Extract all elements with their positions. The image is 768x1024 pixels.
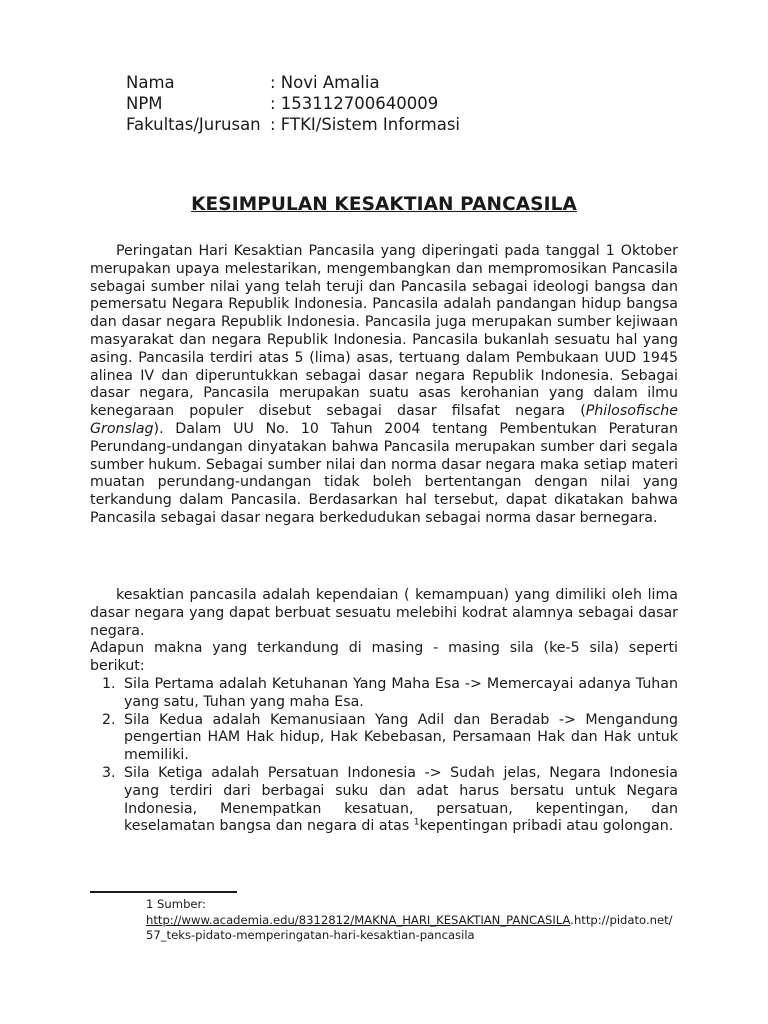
footnote-divider xyxy=(90,891,237,893)
identity-row-nama xyxy=(126,72,460,93)
list-item xyxy=(102,711,678,765)
identity-value: : 153112700640009 xyxy=(270,94,439,113)
list-number: 3. xyxy=(102,764,116,781)
footnote-source xyxy=(146,913,678,944)
paragraph-text: ). Dalam UU No. 10 Tahun 2004 tentang Pembentukan Peraturan Perundang-undangan dinyatakan bahwa Pancasila merupakan sumber dari segala sumber hukum. Sebagai sumber nilai dan norma dasar negara maka setiap materi muatan perundang-undangan tidak boleh bertentangan dengan nilai yang terkandung dalam Pancasila. Berdasarkan hal tersebut, dapat dikatakan bahwa Pancasila sebagai dasar negara berkedudukan sebagai norma dasar bernegara. xyxy=(90,420,678,526)
list-text: Sila Kedua adalah Kemanusiaan Yang Adil dan Beradab -> Mengandung pengertian HAM Hak hidup, Hak Kebebasan, Persamaan Hak dan Hak untuk memiliki. xyxy=(124,711,678,764)
identity-value: : FTKI/Sistem Informasi xyxy=(270,115,461,134)
identity-row-npm xyxy=(126,93,460,114)
identity-label: Fakultas/Jurusan xyxy=(126,115,261,134)
list-text: kepentingan pribadi atau golongan. xyxy=(419,818,674,835)
identity-value: : Novi Amalia xyxy=(270,73,380,92)
sila-list xyxy=(90,676,678,836)
identity-block xyxy=(126,72,460,135)
identity-label: NPM xyxy=(126,94,163,113)
list-number: 1. xyxy=(102,675,116,692)
paragraph-2-block xyxy=(90,587,678,836)
paragraph-1 xyxy=(90,243,678,528)
list-number: 2. xyxy=(102,711,116,728)
list-item xyxy=(102,675,678,712)
footnote-ref[interactable]: 1 xyxy=(413,817,420,828)
paragraph-text: Peringatan Hari Kesaktian Pancasila yang diperingati pada tanggal 1 Oktober merupakan upaya melestarikan, mengembangkan dan mempromosikan Pancasila sebagai sumber nilai yang telah teruji dan Pancasila sebagai ideologi bangsa dan pemersatu Negara Republik Indonesia. Pancasila adalah pandangan hidup bangsa dan dasar negara Republik Indonesia. Pancasila juga merupakan sumber kejiwaan masyarakat dan negara Republik Indonesia. Pancasila bukanlah sesuatu hal yang asing. Pancasila terdiri atas 5 (lima) asas, tertuang dalam Pembukaan UUD 1945 alinea IV dan diperuntukkan sebagai dasar negara Republik Indonesia. Sebagai dasar negara, Pancasila merupakan suatu asas kerohanian yang dalam ilmu kenegaraan populer disebut sebagai dasar filsafat negara ( xyxy=(90,243,678,420)
list-item xyxy=(102,764,678,836)
footnote-label: 1 Sumber: xyxy=(146,897,207,911)
footnote-rest: .http://pidato.net/57_teks-pidato-memperingatan-hari-kesaktian-pancasila xyxy=(146,912,673,942)
footnote xyxy=(146,897,678,944)
list-text: Sila Ketiga adalah Persatuan Indonesia -> Sudah jelas, Negara Indonesia yang terdiri dari berbagai suku dan adat harus bersatu untuk Negara Indonesia, Menempatkan kesatuan, persatuan, kepentingan, dan keselamatan bangsa dan negara di atas xyxy=(124,764,678,835)
identity-label: Nama xyxy=(126,73,175,92)
paragraph-2: kesaktian pancasila adalah kependaian ( kemampuan) yang dimiliki oleh lima dasar negara yang dapat berbuat sesuatu melebihi kodrat alamnya sebagai dasar negara. xyxy=(90,587,678,639)
identity-row-fakultas xyxy=(126,114,460,135)
footnote-link[interactable]: http://www.academia.edu/8312812/MAKNA_HARI_KESAKTIAN_PANCASILA xyxy=(146,912,571,927)
document-title: KESIMPULAN KESAKTIAN PANCASILA xyxy=(191,194,577,215)
italic-term: Philosofische Gronslag xyxy=(90,403,678,437)
paragraph-3: Adapun makna yang terkandung di masing - masing sila (ke-5 sila) seperti berikut: xyxy=(90,640,678,675)
list-text: Sila Pertama adalah Ketuhanan Yang Maha Esa -> Memercayai adanya Tuhan yang satu, Tuhan yang maha Esa. xyxy=(124,675,678,710)
